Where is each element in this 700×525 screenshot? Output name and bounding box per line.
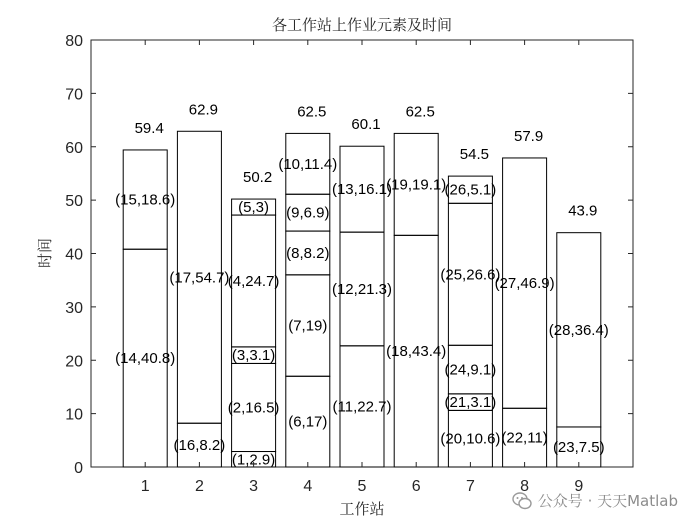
y-tick-label: 70 [65,86,83,104]
y-tick-label: 10 [65,406,83,424]
segment-label: (7,19) [288,317,328,335]
segment-label: (24,9.1) [444,361,497,379]
total-label: 50.2 [242,169,273,187]
total-label: 62.5 [405,103,435,121]
segment-label: (23,7.5) [552,438,605,456]
segment-label: (4,24.7) [227,272,280,290]
total-label: 62.5 [297,103,327,121]
wechat-icon [512,491,532,511]
total-label: 59.4 [134,119,164,137]
total-label: 43.9 [568,202,598,220]
segment-label: (17,54.7) [169,269,230,287]
segment-label: (25,26.6) [440,266,501,284]
x-tick-label: 8 [520,478,530,495]
segment-label: (11,22.7) [332,398,392,416]
total-label: 60.1 [351,116,381,134]
segment-label: (21,3.1) [444,394,497,412]
y-tick-label: 40 [65,246,83,264]
x-tick-label: 1 [140,478,150,495]
x-tick-label: 2 [194,478,204,495]
segment-label: (18,43.4) [386,343,447,361]
segment-label: (15,18.6) [115,191,176,209]
watermark-text: 公众号 · 天天Matlab [537,492,678,510]
segment-label: (20,10.6) [440,430,501,448]
segment-label: (19,19.1) [386,176,447,194]
y-axis-title: 时间 [36,237,54,269]
y-tick-label: 60 [65,139,83,157]
y-tick-label: 20 [65,353,83,371]
segment-label: (9,6.9) [286,204,330,222]
segment-label: (3,3.1) [231,347,276,365]
segment-label: (14,40.8) [115,350,176,368]
segment-label: (5,3) [238,199,270,217]
y-tick-label: 80 [65,33,83,50]
segment-label: (1,2.9) [231,451,276,469]
segment-label: (27,46.9) [494,275,555,293]
segment-label: (2,16.5) [227,399,280,417]
x-axis-title: 工作站 [339,500,385,518]
x-tick-label: 9 [574,478,584,495]
segment-label: (8,8.2) [286,244,330,262]
x-tick-label: 3 [249,478,259,495]
watermark [512,490,678,511]
total-label: 54.5 [459,146,490,164]
segment-label: (28,36.4) [548,321,609,339]
segment-label: (10,11.4) [278,155,338,173]
x-tick-label: 5 [357,478,367,495]
segment-label: (26,5.1) [444,181,497,199]
segment-label: (16,8.2) [173,437,226,455]
x-tick-label: 6 [411,478,421,495]
x-tick-label: 4 [303,478,313,495]
segment-label: (13,16.1) [331,181,393,199]
total-label: 57.9 [513,127,544,145]
segment-label: (6,17) [288,413,328,431]
chart-title: 各工作站上作业元素及时间 [271,16,453,34]
y-tick-label: 30 [65,299,83,317]
segment-label: (12,21.3) [331,280,393,298]
y-tick-label: 0 [74,460,83,477]
total-label: 62.9 [188,101,219,119]
segment-label: (22,11) [501,429,548,447]
y-tick-label: 50 [65,193,83,211]
x-tick-label: 7 [465,478,475,495]
